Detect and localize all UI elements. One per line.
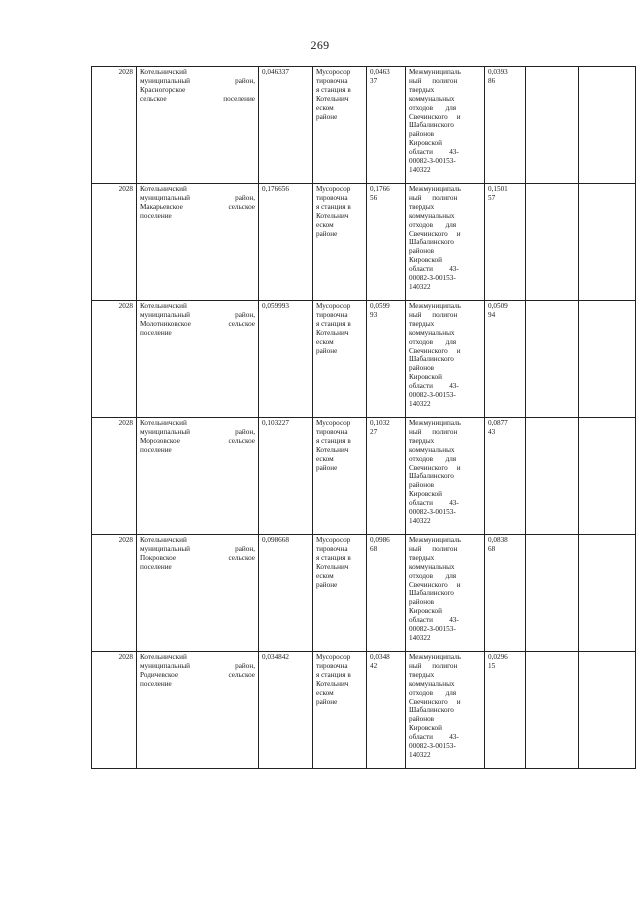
destination-line: районов <box>409 247 435 256</box>
destination-line: Свечинского и <box>409 346 461 355</box>
destination-line: Кировской <box>409 256 442 265</box>
district-line <box>140 662 255 671</box>
source-line: Мусоросор <box>316 302 351 310</box>
year-cell: 2028 <box>92 652 137 769</box>
source-line: районе <box>316 229 338 238</box>
district-word: сельское <box>228 436 255 445</box>
district-word: Покровское <box>140 553 177 562</box>
source-line: районе <box>316 463 338 472</box>
source-cell <box>313 535 367 652</box>
value3-cell <box>485 535 526 652</box>
source-line: Котельнич <box>316 94 349 103</box>
destination-cell <box>406 418 485 535</box>
destination-cell <box>406 301 485 418</box>
value3-line: 0,1501 <box>488 185 508 193</box>
empty-cell <box>526 184 579 301</box>
destination-line: области 43- <box>409 499 459 508</box>
value2-line: 0,1766 <box>370 185 390 193</box>
destination-line: Межмуниципаль <box>409 68 461 76</box>
district-line <box>140 446 255 455</box>
value2-line: 68 <box>370 544 378 553</box>
district-word: район, <box>235 193 255 202</box>
destination-line: коммунальных <box>409 328 455 337</box>
destination-line: Свечинского и <box>409 463 461 472</box>
source-cell <box>313 652 367 769</box>
destination-line: области 43- <box>409 616 459 625</box>
page-number: 269 <box>310 38 330 52</box>
source-line: Котельнич <box>316 445 349 454</box>
source-line: районе <box>316 697 338 706</box>
district-word: поселение <box>140 445 172 454</box>
year-cell: 2028 <box>92 301 137 418</box>
district-cell <box>137 301 259 418</box>
table-row <box>92 418 636 535</box>
district-line <box>140 212 255 221</box>
destination-cell <box>406 535 485 652</box>
district-cell <box>137 652 259 769</box>
district-word: поселение <box>140 562 172 571</box>
table-row <box>92 652 636 769</box>
destination-line: Кировской <box>409 490 442 499</box>
destination-line: твердых <box>409 85 435 94</box>
district-line <box>140 680 255 689</box>
destination-line: Межмуниципаль <box>409 185 461 193</box>
table-row <box>92 535 636 652</box>
district-word: Красногорское <box>140 85 186 94</box>
destination-line: Кировской <box>409 607 442 616</box>
district-word: муниципальный <box>140 76 191 85</box>
destination-line: ный полигон <box>409 544 458 553</box>
destination-line: Кировской <box>409 139 442 148</box>
district-word: сельское <box>228 202 255 211</box>
value3-line: 0,0296 <box>488 653 508 661</box>
source-line: тировочна <box>316 310 348 319</box>
source-line: тировочна <box>316 661 348 670</box>
district-line: Котельничский <box>140 536 187 544</box>
district-line <box>140 329 255 338</box>
district-line: Котельничский <box>140 653 187 661</box>
value3-line: 0,0509 <box>488 302 508 310</box>
destination-line: отходов для <box>409 571 457 580</box>
source-cell <box>313 184 367 301</box>
source-line: районе <box>316 580 338 589</box>
empty-cell <box>579 301 636 418</box>
destination-line: 140322 <box>409 633 431 642</box>
destination-line: 00082-З-00153- <box>409 625 456 634</box>
district-word: Морозовское <box>140 436 180 445</box>
empty-cell <box>526 418 579 535</box>
mass-cell: 0,034842 <box>259 652 313 769</box>
year-cell: 2028 <box>92 535 137 652</box>
empty-cell <box>526 301 579 418</box>
district-word: поселение <box>140 211 172 220</box>
source-line: я станция в <box>316 85 351 94</box>
mass-cell: 0,103227 <box>259 418 313 535</box>
destination-line: ный полигон <box>409 193 458 202</box>
district-line <box>140 311 255 320</box>
destination-line: Шабалинского <box>409 706 454 715</box>
empty-cell <box>526 67 579 184</box>
destination-line: отходов для <box>409 103 457 112</box>
district-line <box>140 203 255 212</box>
district-word: Макарьевское <box>140 202 183 211</box>
destination-line: Кировской <box>409 724 442 733</box>
destination-line: Свечинского и <box>409 697 461 706</box>
destination-line: 00082-З-00153- <box>409 391 456 400</box>
destination-line: коммунальных <box>409 679 455 688</box>
value2-line: 0,0599 <box>370 302 390 310</box>
source-line: еском <box>316 220 334 229</box>
district-word: район, <box>235 310 255 319</box>
destination-line: Межмуниципаль <box>409 302 461 310</box>
destination-line: Межмуниципаль <box>409 419 461 427</box>
source-line: еском <box>316 454 334 463</box>
value3-line: 86 <box>488 76 496 85</box>
value3-cell <box>485 652 526 769</box>
district-line <box>140 95 255 104</box>
source-line: Мусоросор <box>316 185 351 193</box>
destination-line: Свечинского и <box>409 580 461 589</box>
destination-line: Шабалинского <box>409 238 454 247</box>
destination-line: отходов для <box>409 454 457 463</box>
district-line <box>140 554 255 563</box>
source-line: я станция в <box>316 202 351 211</box>
district-word: муниципальный <box>140 544 191 553</box>
source-line: Мусоросор <box>316 68 351 76</box>
district-word: муниципальный <box>140 427 191 436</box>
value2-cell <box>367 184 406 301</box>
table-row <box>92 184 636 301</box>
destination-line: ный полигон <box>409 310 458 319</box>
district-word: муниципальный <box>140 661 191 670</box>
destination-line: 140322 <box>409 282 431 291</box>
destination-line: 00082-З-00153- <box>409 274 456 283</box>
destination-line: твердых <box>409 319 435 328</box>
district-word: муниципальный <box>140 310 191 319</box>
destination-line: 140322 <box>409 750 431 759</box>
district-cell <box>137 418 259 535</box>
value2-line: 0,0348 <box>370 653 390 661</box>
destination-line: отходов для <box>409 688 457 697</box>
value3-line: 57 <box>488 193 496 202</box>
mass-cell: 0,098668 <box>259 535 313 652</box>
destination-line: коммунальных <box>409 94 455 103</box>
destination-line: коммунальных <box>409 211 455 220</box>
source-line: тировочна <box>316 193 348 202</box>
destination-line: твердых <box>409 436 435 445</box>
destination-line: 00082-З-00153- <box>409 742 456 751</box>
value2-line: 37 <box>370 76 378 85</box>
destination-line: области 43- <box>409 733 459 742</box>
destination-line: Шабалинского <box>409 121 454 130</box>
source-line: Котельнич <box>316 562 349 571</box>
district-line <box>140 437 255 446</box>
source-line: районе <box>316 346 338 355</box>
source-line: еском <box>316 337 334 346</box>
destination-line: коммунальных <box>409 445 455 454</box>
district-line <box>140 86 255 95</box>
source-line: тировочна <box>316 544 348 553</box>
value3-cell <box>485 184 526 301</box>
source-line: Котельнич <box>316 328 349 337</box>
district-line: Котельничский <box>140 68 187 76</box>
destination-line: 00082-З-00153- <box>409 157 456 166</box>
value2-cell <box>367 652 406 769</box>
district-cell <box>137 184 259 301</box>
source-line: Мусоросор <box>316 419 351 427</box>
value3-line: 0,0838 <box>488 536 508 544</box>
destination-line: Шабалинского <box>409 472 454 481</box>
district-line <box>140 428 255 437</box>
destination-line: Межмуниципаль <box>409 653 461 661</box>
mass-cell: 0,059993 <box>259 301 313 418</box>
value2-line: 0,0463 <box>370 68 390 76</box>
district-word: сельское <box>228 319 255 328</box>
destination-line: районов <box>409 715 435 724</box>
destination-line: районов <box>409 364 435 373</box>
source-line: Котельнич <box>316 211 349 220</box>
destination-line: ный полигон <box>409 427 458 436</box>
mass-cell: 0,176656 <box>259 184 313 301</box>
district-word: район, <box>235 544 255 553</box>
destination-line: области 43- <box>409 265 459 274</box>
district-line <box>140 320 255 329</box>
district-word: район, <box>235 76 255 85</box>
source-cell <box>313 418 367 535</box>
district-word: Молотниковское <box>140 319 191 328</box>
source-line: я станция в <box>316 670 351 679</box>
empty-cell <box>526 535 579 652</box>
table-body <box>92 67 636 769</box>
destination-line: Свечинского и <box>409 229 461 238</box>
district-word: поселение <box>223 94 255 103</box>
destination-line: твердых <box>409 553 435 562</box>
district-word: сельское <box>140 94 167 103</box>
district-line: Котельничский <box>140 185 187 193</box>
value3-cell <box>485 301 526 418</box>
destination-line: 140322 <box>409 165 431 174</box>
empty-cell <box>579 184 636 301</box>
district-word: район, <box>235 427 255 436</box>
destination-line: Свечинского и <box>409 112 461 121</box>
waste-flow-table <box>91 66 636 769</box>
destination-line: области 43- <box>409 382 459 391</box>
district-line: Котельничский <box>140 419 187 427</box>
destination-line: 00082-З-00153- <box>409 508 456 517</box>
source-line: я станция в <box>316 553 351 562</box>
table-row <box>92 301 636 418</box>
source-cell <box>313 301 367 418</box>
district-word: район, <box>235 661 255 670</box>
destination-line: коммунальных <box>409 562 455 571</box>
empty-cell <box>579 418 636 535</box>
source-cell <box>313 67 367 184</box>
destination-line: отходов для <box>409 337 457 346</box>
source-line: я станция в <box>316 319 351 328</box>
destination-line: Межмуниципаль <box>409 536 461 544</box>
empty-cell <box>579 67 636 184</box>
value2-cell <box>367 301 406 418</box>
district-line: Котельничский <box>140 302 187 310</box>
destination-line: районов <box>409 481 435 490</box>
destination-line: твердых <box>409 202 435 211</box>
destination-line: 140322 <box>409 399 431 408</box>
value2-line: 0,1032 <box>370 419 390 427</box>
value3-line: 68 <box>488 544 496 553</box>
destination-cell <box>406 184 485 301</box>
value2-line: 27 <box>370 427 378 436</box>
destination-line: ный полигон <box>409 76 458 85</box>
value2-line: 42 <box>370 661 378 670</box>
source-line: еском <box>316 103 334 112</box>
source-line: Мусоросор <box>316 653 351 661</box>
source-line: еском <box>316 688 334 697</box>
district-line <box>140 77 255 86</box>
destination-cell <box>406 652 485 769</box>
district-line <box>140 671 255 680</box>
empty-cell <box>526 652 579 769</box>
value2-line: 0,0986 <box>370 536 390 544</box>
district-line <box>140 194 255 203</box>
destination-line: 140322 <box>409 516 431 525</box>
source-line: еском <box>316 571 334 580</box>
value2-cell <box>367 418 406 535</box>
value3-line: 0,0877 <box>488 419 508 427</box>
destination-line: отходов для <box>409 220 457 229</box>
source-line: Котельнич <box>316 679 349 688</box>
destination-line: твердых <box>409 670 435 679</box>
destination-line: районов <box>409 598 435 607</box>
destination-line: области 43- <box>409 148 459 157</box>
source-line: Мусоросор <box>316 536 351 544</box>
district-word: муниципальный <box>140 193 191 202</box>
destination-cell <box>406 67 485 184</box>
year-cell: 2028 <box>92 418 137 535</box>
district-cell <box>137 67 259 184</box>
destination-line: районов <box>409 130 435 139</box>
value3-line: 43 <box>488 427 496 436</box>
value2-cell <box>367 535 406 652</box>
source-line: тировочна <box>316 427 348 436</box>
empty-cell <box>579 652 636 769</box>
value3-cell <box>485 67 526 184</box>
value3-line: 15 <box>488 661 496 670</box>
destination-line: Кировской <box>409 373 442 382</box>
mass-cell: 0,046337 <box>259 67 313 184</box>
table-row <box>92 67 636 184</box>
year-cell: 2028 <box>92 67 137 184</box>
empty-cell <box>579 535 636 652</box>
value3-line: 94 <box>488 310 496 319</box>
value2-line: 93 <box>370 310 378 319</box>
value2-cell <box>367 67 406 184</box>
district-word: сельское <box>228 670 255 679</box>
district-word: сельское <box>228 553 255 562</box>
district-line <box>140 563 255 572</box>
district-word: поселение <box>140 328 172 337</box>
destination-line: Шабалинского <box>409 355 454 364</box>
source-line: я станция в <box>316 436 351 445</box>
source-line: тировочна <box>316 76 348 85</box>
district-word: Родичевское <box>140 670 179 679</box>
value2-line: 56 <box>370 193 378 202</box>
value3-cell <box>485 418 526 535</box>
source-line: районе <box>316 112 338 121</box>
destination-line: Шабалинского <box>409 589 454 598</box>
destination-line: ный полигон <box>409 661 458 670</box>
district-line <box>140 545 255 554</box>
year-cell: 2028 <box>92 184 137 301</box>
district-word: поселение <box>140 679 172 688</box>
district-cell <box>137 535 259 652</box>
value3-line: 0,0393 <box>488 68 508 76</box>
